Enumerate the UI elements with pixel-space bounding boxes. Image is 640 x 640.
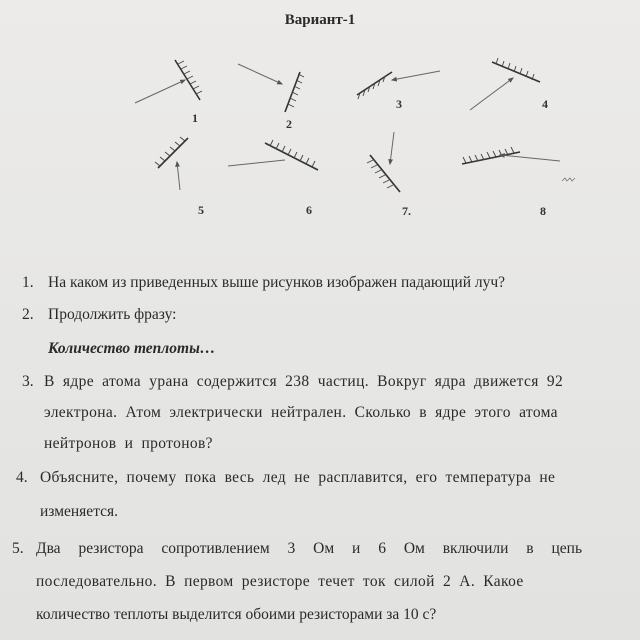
question-5-number: 5. bbox=[12, 540, 24, 557]
question-4-number: 4. bbox=[16, 469, 28, 486]
figure-1 bbox=[135, 60, 202, 125]
question-4-line-2: изменяется. bbox=[40, 503, 119, 520]
question-3-line-3: нейтронов и протонов? bbox=[44, 435, 213, 452]
figure-3-label: 3 bbox=[396, 97, 402, 111]
question-1-line-1: На каком из приведенных выше рисунков изображен падающий луч? bbox=[48, 274, 506, 291]
variant-title: Вариант-1 bbox=[284, 12, 356, 28]
figure-6-label: 6 bbox=[306, 203, 312, 217]
figure-4-label: 4 bbox=[542, 97, 548, 111]
figure-1-label: 1 bbox=[192, 111, 198, 125]
figure-7-label: 7. bbox=[402, 204, 411, 218]
figure-2 bbox=[238, 64, 304, 131]
figure-4 bbox=[470, 58, 548, 111]
question-2-phrase-row bbox=[0, 340, 640, 362]
ray-figures bbox=[0, 40, 640, 240]
figure-8 bbox=[462, 147, 575, 218]
question-5-line-2: последовательно. В первом резисторе течет ток силой 2 А. Какое bbox=[36, 573, 524, 590]
question-4-continued-2 bbox=[0, 503, 640, 525]
figure-8-label: 8 bbox=[540, 204, 546, 218]
question-3-line-1: В ядре атома урана содержится 238 частиц. Вокруг ядра движется 92 bbox=[44, 373, 564, 390]
question-3 bbox=[0, 373, 640, 395]
question-2 bbox=[0, 306, 640, 328]
question-3-continued-2 bbox=[0, 404, 640, 426]
figure-7 bbox=[367, 132, 411, 218]
question-5-continued-3 bbox=[0, 606, 640, 628]
question-3-line-2: электрона. Атом электрически нейтрален. Сколько в ядре этого атома bbox=[44, 404, 558, 421]
question-5-line-3: количество теплоты выделится обоими резисторами за 10 с? bbox=[36, 606, 437, 623]
question-2-number: 2. bbox=[22, 306, 34, 323]
question-1-number: 1. bbox=[22, 274, 34, 291]
figure-5 bbox=[155, 137, 204, 217]
question-2-line-1: Продолжить фразу: bbox=[48, 306, 177, 323]
question-3-continued-3 bbox=[0, 435, 640, 457]
question-5-continued-2 bbox=[0, 573, 640, 595]
question-4 bbox=[0, 469, 640, 491]
figure-5-label: 5 bbox=[198, 203, 204, 217]
figure-3 bbox=[357, 71, 440, 111]
question-5 bbox=[0, 540, 640, 562]
question-3-number: 3. bbox=[22, 373, 34, 390]
question-5-line-1: Два резистора сопротивлением 3 Ом и 6 Ом включили в цепь bbox=[36, 540, 583, 557]
figure-2-label: 2 bbox=[286, 117, 292, 131]
question-2-phrase: Количество теплоты… bbox=[48, 340, 216, 357]
question-4-line-1: Объясните, почему пока весь лед не расплавится, его температура не bbox=[40, 469, 556, 486]
figure-6 bbox=[228, 140, 318, 217]
question-1 bbox=[0, 274, 640, 296]
